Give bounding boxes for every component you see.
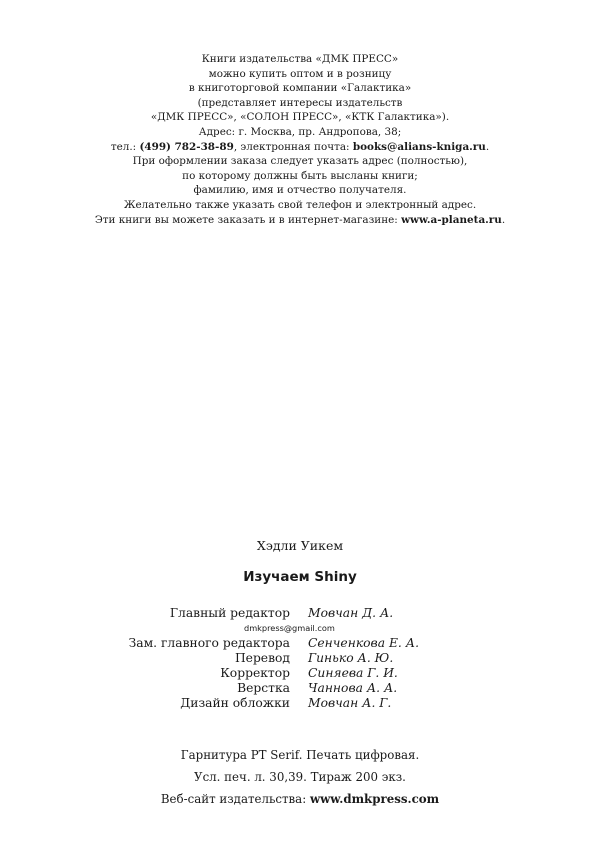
info-line: можно купить оптом и в розницу	[208, 67, 392, 80]
imprint-block	[0, 744, 600, 810]
credit-row-deputy-editor	[0, 636, 600, 651]
credit-row-cover	[0, 696, 600, 711]
info-line: При оформлении заказа следует указать адрес (полностью),	[132, 155, 468, 168]
credit-name: Гинько А. Ю.	[308, 651, 394, 665]
shop-line	[0, 213, 600, 228]
book-title: Изучаем Shiny	[243, 569, 357, 585]
info-line: «ДМК ПРЕСС», «СОЛОН ПРЕСС», «КТК Галактика»).	[150, 111, 450, 124]
info-line: фамилию, имя и отчество получателя.	[193, 184, 407, 197]
credit-row-email	[0, 621, 600, 636]
info-line: по которому должны быть высланы книги;	[182, 169, 418, 182]
credit-role: Верстка	[237, 681, 290, 695]
imprint-print-line: Усл. печ. л. 30,39. Тираж 200 экз.	[194, 770, 406, 784]
site-prefix: Веб-сайт издательства:	[160, 792, 310, 806]
site-url[interactable]: www.dmkpress.com	[309, 792, 440, 806]
credit-row-corrector	[0, 666, 600, 681]
credit-name: Чаннова А. А.	[308, 681, 398, 695]
imprint-site-line	[0, 788, 600, 810]
phone-prefix: тел.:	[110, 140, 140, 153]
info-line: в книготорговой компании «Галактика»	[188, 82, 412, 95]
credit-row-chief-editor	[0, 606, 600, 621]
credit-role: Перевод	[234, 651, 290, 665]
phone-number: (499) 782-38-89	[139, 140, 234, 153]
credit-role: Зам. главного редактора	[128, 636, 290, 650]
shop-url[interactable]: www.a-planeta.ru	[401, 213, 502, 226]
email-suffix: .	[485, 140, 490, 153]
credit-role: Корректор	[220, 666, 290, 680]
info-line: Книги издательства «ДМК ПРЕСС»	[201, 53, 399, 65]
contact-email[interactable]: books@alians-kniga.ru	[352, 140, 486, 153]
credits-block	[0, 606, 600, 711]
credit-row-layout	[0, 681, 600, 696]
email-prefix: , электронная почта:	[233, 140, 353, 153]
book-author: Хэдли Уикем	[256, 538, 344, 553]
credit-name: Сенченкова Е. А.	[308, 636, 419, 650]
info-line: (представляет интересы издательств	[197, 96, 403, 109]
credit-role: Дизайн обложки	[180, 696, 290, 710]
distribution-info-block	[0, 52, 600, 227]
shop-suffix: .	[501, 213, 506, 226]
shop-prefix: Эти книги вы можете заказать и в интернет-магазине:	[94, 213, 402, 226]
credit-name: Мовчан А. Г.	[308, 696, 392, 710]
info-line: Адрес: г. Москва, пр. Андропова, 38;	[198, 125, 402, 138]
imprint-font-line: Гарнитура PT Serif. Печать цифровая.	[180, 748, 420, 762]
credit-row-translation	[0, 651, 600, 666]
credit-name: Синяева Г. И.	[308, 666, 398, 680]
editor-email[interactable]: dmkpress@gmail.com	[244, 623, 335, 633]
info-line: Желательно также указать свой телефон и электронный адрес.	[123, 198, 477, 211]
credit-name: Мовчан Д. А.	[308, 606, 394, 620]
contact-line	[0, 140, 600, 155]
credit-role: Главный редактор	[169, 606, 290, 620]
